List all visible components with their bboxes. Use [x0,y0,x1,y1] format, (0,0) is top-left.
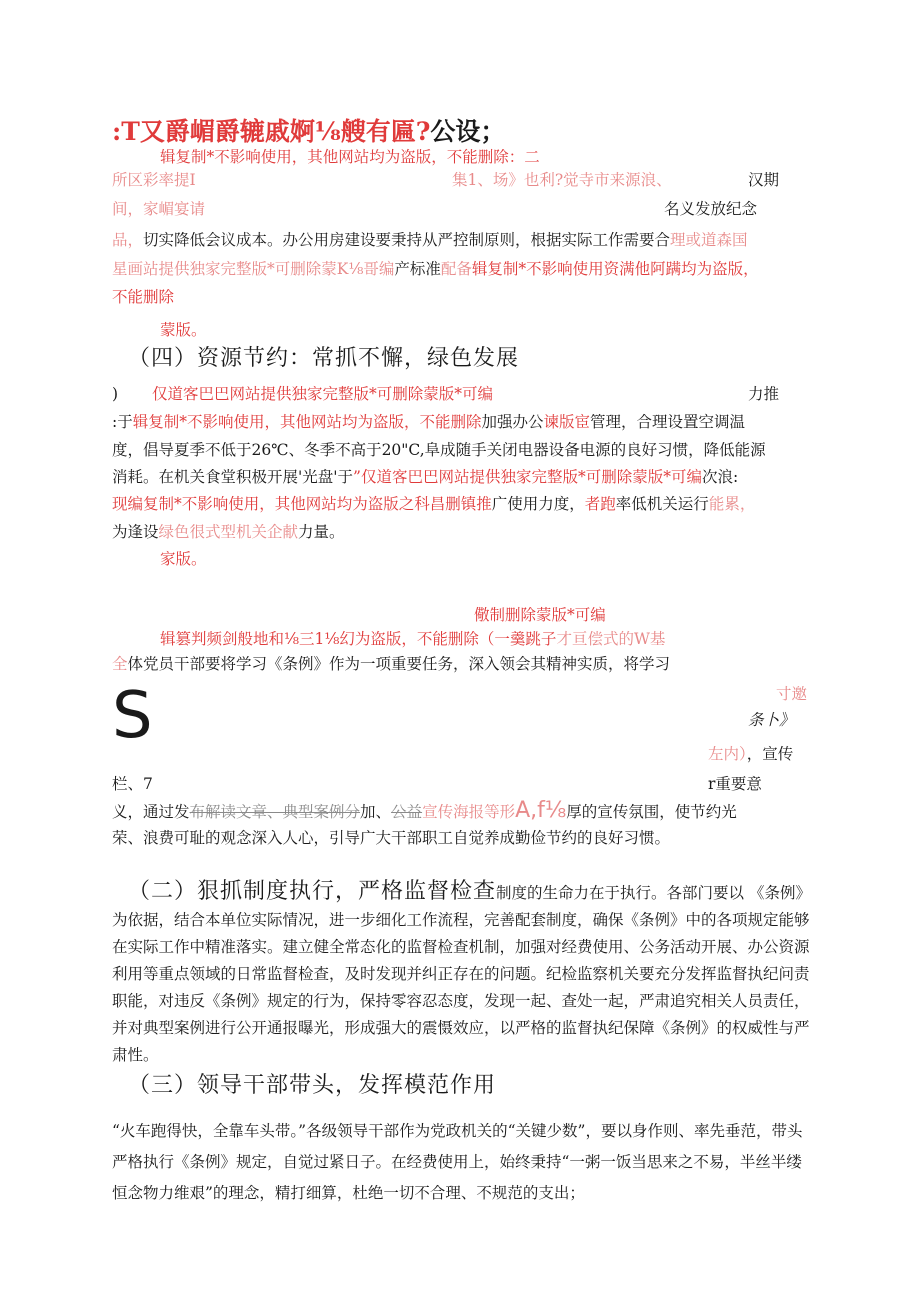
text-fragment: 体党员干部要将学习《条例》作为一项重要任务，深入领会其精神实质，将学习 [127,655,671,673]
garbled-line-6: 蒙版。 [160,321,207,339]
text-fragment: 为逢设 [112,523,159,541]
text-fragment: 才亘偿式的W基 [556,630,666,648]
section-2-lead: 制度的生命力在于执行。各部门要以 [496,884,745,902]
text-fragment: 左内） [708,745,747,763]
text-fragment: A,f⅛ [515,798,567,823]
text-fragment: 消耗。在机关食堂积极开展'光盘'于 [112,468,354,486]
text-fragment: :于 [112,413,133,431]
text-fragment: 一羹跳子 [494,630,557,648]
text-fragment: 宣传海报等形 [422,803,516,821]
text-fragment: 配备 [440,260,472,278]
garbled-right-2: 名义发放纪念 [664,200,758,218]
text-fragment: 全 [112,655,128,673]
section-3-body: “火车跑得快，全靠车头带。”各级领导干部作为党政机关的“关键少数”，要以身作则、率先垂范，带头严格执行《条例》规定，自觉过紧日子。在经费使用上，始终秉持“一粥一饭当思来之不易，半丝半缕恒念物力维艰”的理念，精打细算，杜绝一切不合理、不规范的支出； [112,1122,803,1202]
column-right-fragment: r重要意 [708,775,762,793]
watermark-center: 儆制删除蒙版*可编 [474,606,606,624]
publicity-line-2: 荣、浪费可耻的观念深入人心，引导广大干部职工自觉养成勤俭节约的良好习惯。 [112,829,671,847]
text-fragment: ，宣传 [746,745,794,763]
text-fragment: 率低机关运行 [615,495,709,513]
text-fragment: 力量。 [298,523,345,541]
s4-line-1-mid: 仅道客巴巴网站提供独家完整版*可删除蒙版*可编 [152,385,494,403]
title-garbled: :T又爵嵋爵辘戚婀⅛艘有匾? [112,117,431,146]
text-fragment: 广使用力度， [491,495,585,513]
text-fragment: 厚的宣传氛围，使节约光 [566,803,737,821]
section-4-heading: （四）资源节约：常抓不懈，绿色发展 [128,346,520,371]
big-s-glyph: S [112,679,153,753]
text-fragment: 能累， [708,495,756,513]
title-end: 公设； [430,117,506,146]
garbled-line-5: 不能删除 [112,288,175,306]
text-fragment: 加、 [360,803,392,821]
text-fragment: 品， [112,231,144,249]
text-fragment: 布解读文章、典型案例分 [189,803,361,821]
garbled-left-1: 所区彩率提I [112,171,196,189]
text-fragment: 产标准 [394,260,441,278]
text-fragment: 绿色很式型机关企献 [158,523,299,541]
s4-line-7: 家版。 [160,550,207,568]
section-3-heading: （三）领导干部带头，发挥模范作用 [128,1073,497,1098]
text-fragment: 现编复制*不影响使用，其他网站均为盗版之科昌删镇推 [112,495,492,513]
s4-line-6 [112,518,345,547]
right-fragment-1: 寸邀 [776,685,808,703]
column-left-fragment [112,770,153,799]
s4-line-1-right: 力推 [748,385,780,403]
text-fragment: 切实降低会议成本。办公用房建设要秉持从严控制原则，根据实际工作需要合 [143,231,671,249]
text-fragment: 谏版宦 [543,413,591,431]
publicity-line [112,796,737,827]
s4-line-2 [112,408,745,437]
text-fragment: 公益 [391,803,423,821]
study-line [112,650,670,679]
text-fragment: 栏、7 [112,775,153,793]
s4-line-4 [112,463,738,492]
garbled-line-3 [112,226,748,255]
text-fragment: 义，通过发 [112,803,190,821]
section-2 [112,878,812,1069]
watermark-line: 辑复制*不影响使用，其他网站均为盗版，不能删除：二 [160,148,540,166]
text-fragment: 者跑 [584,495,616,513]
right-fragment-2: 条卜》 [748,711,795,729]
section-2-body: 《条例》为依据，结合本单位实际情况，进一步细化工作流程，完善配套制度，确保《条例》中的各项规定能够在实际工作中精准落实。建立健全常态化的监督检查机制，加强对经费使用、公务活动开展、办公资源利用等重点领域的日常监督检查，及时发现并纠正存在的问题。纪检监察机关要充分发挥监督执纪问责职能，对违反《条例》规定的行为，保持零容忍态度，发现一起、查处一起，严肃追究相关人员责任，并对典型案例进行公开通报曝光，形成强大的震慑效应，以严格的监督执纪保障《条例》的权威性与严肃性。 [112,884,811,1064]
text-fragment: 辑复制*不影响使用资满他阿蹒均为盗版， [471,260,759,278]
garbled-left-2: 间，家嵋宴请 [112,200,206,218]
text-fragment: ”仅道客巴巴网站提供独家完整版*可删除蒙版*可编 [353,468,702,486]
right-fragment-3 [708,740,793,769]
text-fragment: 理或道森国 [670,231,748,249]
garbled-right-1: 汉期 [748,171,780,189]
text-fragment: 辑篡判频剑般地和⅛三1⅛幻为盗版，不能删除（ [160,630,495,648]
s4-line-1-left: ) [112,385,119,403]
garbled-line-4 [112,255,759,284]
s4-line-5 [112,490,755,519]
text-fragment: 星画站提供独家完整版*可删除蒙K⅛哥编 [112,260,395,278]
text-fragment: 管理，合理设置空调温 [590,413,746,431]
garbled-mid-1: 集1、场》也利?觉寺市来源浪、 [452,171,672,189]
s4-line-3: 度，倡导夏季不低于26℃、冬季不高于20"C,阜成随手关闭电器设备电源的良好习惯，降低能源 [112,441,766,459]
section-2-heading: （二）狠抓制度执行，严格监督检查 [128,879,497,904]
text-fragment: 加强办公 [481,413,544,431]
text-fragment: 次浪: [701,468,739,486]
text-fragment: 辑复制*不影响使用，其他网站均为盗版，不能删除 [132,413,482,431]
